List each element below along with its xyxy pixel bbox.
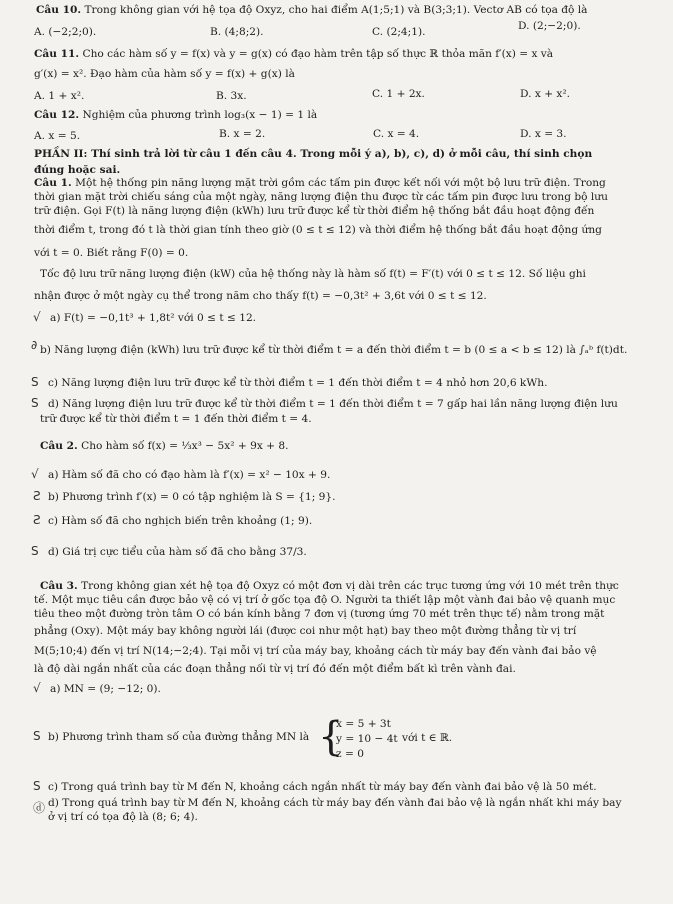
text-line-q10-c xyxy=(372,26,425,39)
text-line-c1-7 xyxy=(34,290,487,303)
question-text: g′(x) = x². Đạo hàm của hàm số y = f(x) + g(x) là xyxy=(34,68,295,80)
text-line-c1-4 xyxy=(34,224,602,237)
text-line-c3-c xyxy=(48,781,597,794)
text-line-c3-b xyxy=(48,731,309,744)
text-line-c3-a xyxy=(50,683,161,696)
question-text: phẳng (Oxy). Một máy bay không người lái (được coi như một hạt) bay theo một đường thẳng từ vị trí xyxy=(34,625,577,637)
handwritten-mark-mk-c2b: Ƨ xyxy=(33,489,41,503)
question-text: b) Năng lượng điện (kWh) lưu trữ được kể từ thời điểm t = a đến thời điểm t = b (0 ≤ a < b ≤ 12) là ∫ₐᵇ f(t)dt. xyxy=(40,344,628,356)
text-line-q12-b xyxy=(219,128,265,141)
question-text: c) Năng lượng điện lưu trữ được kể từ thời điểm t = 1 đến thời điểm t = 4 nhỏ hơn 20,6 kWh. xyxy=(48,377,548,389)
text-line-q11-a xyxy=(34,90,84,103)
text-line-c1-a xyxy=(50,312,256,325)
system-condition: với t ∈ ℝ. xyxy=(402,732,453,744)
system-eq-z: z = 0 xyxy=(336,748,364,760)
question-text: c) Trong quá trình bay từ M đến N, khoảng cách ngắn nhất từ máy bay đến vành đai bảo vệ là 50 mét. xyxy=(48,781,597,793)
question-text: PHẦN II: Thí sinh trả lời từ câu 1 đến câu 4. Trong mỗi ý a), b), c), d) ở mỗi câu, thí sinh chọn xyxy=(34,148,593,160)
question-text: A. 1 + x². xyxy=(34,90,85,102)
text-line-q11-stem xyxy=(34,48,553,61)
text-line-c1-1 xyxy=(34,177,606,190)
text-line-c1-d xyxy=(48,398,618,411)
question-text: b) Phương trình f′(x) = 0 có tập nghiệm là S = {1; 9}. xyxy=(48,491,336,503)
text-line-c3-1 xyxy=(40,580,619,593)
text-line-c1-2 xyxy=(34,191,608,204)
text-line-q10-a xyxy=(34,26,96,39)
question-text: A. x = 5. xyxy=(34,130,81,142)
question-text: tiêu theo một đường tròn tâm O có bán kính bằng 7 đơn vị (tương ứng 70 mét trên thực tế) nằm trong mặt xyxy=(34,608,605,620)
text-line-c3-d2 xyxy=(48,811,198,824)
text-line-part2-title xyxy=(34,148,592,161)
question-text: B. (4;8;2). xyxy=(210,26,264,38)
handwritten-mark-mk-c3a: √ xyxy=(33,681,41,695)
text-line-q10-d xyxy=(518,20,581,33)
text-line-part2-title2 xyxy=(34,164,120,177)
question-text: Trong không gian xét hệ tọa độ Oxyz có một đơn vị dài trên các trục tương ứng với 10 mét trên thực xyxy=(77,580,619,592)
question-number: Câu 11. xyxy=(34,48,80,60)
text-line-c3-d xyxy=(48,797,621,810)
question-number: Câu 1. xyxy=(34,177,72,189)
question-text: C. (2;4;1). xyxy=(372,26,426,38)
question-text: d) Giá trị cực tiểu của hàm số đã cho bằng 37/3. xyxy=(48,546,307,558)
question-text: b) Phương trình tham số của đường thẳng MN là xyxy=(48,731,310,743)
question-text: a) MN = (9; −12; 0). xyxy=(50,683,161,695)
question-text: Cho các hàm số y = f(x) và y = g(x) có đạo hàm trên tập số thực ℝ thỏa mãn f′(x) = x và xyxy=(79,48,554,60)
question-text: Trong không gian với hệ tọa độ Oxyz, cho hai điểm A(1;5;1) và B(3;3;1). Vectơ AB có tọa độ là xyxy=(81,4,588,16)
question-text: M(5;10;4) đến vị trí N(14;−2;4). Tại mỗi vị trí của máy bay, khoảng cách từ máy bay đến vành đai bảo vệ xyxy=(34,645,597,657)
question-text: tế. Một mục tiêu cần được bảo vệ có vị trí ở gốc tọa độ O. Người ta thiết lập một vành đai bảo vệ quanh mục xyxy=(34,594,616,606)
question-text: d) Trong quá trình bay từ M đến N, khoảng cách từ máy bay đến vành đai bảo vệ là ngắn nhất khi máy bay xyxy=(48,797,622,809)
question-text: thời gian mặt trời chiếu sáng của một ngày, năng lượng điện thu được từ các tấm pin được lưu trong bộ lưu xyxy=(34,191,608,203)
handwritten-mark-mk-c1a: √ xyxy=(33,310,41,324)
text-line-q11-b xyxy=(216,90,247,103)
question-number: Câu 12. xyxy=(34,109,80,121)
text-line-c3-6 xyxy=(34,663,516,676)
text-line-q10-b xyxy=(210,26,264,39)
handwritten-mark-mk-c2c: Ƨ xyxy=(33,513,41,527)
handwritten-mark-mk-c1d: S xyxy=(31,396,39,410)
text-line-c1-d2 xyxy=(40,413,312,426)
question-text: B. 3x. xyxy=(216,90,247,102)
text-line-c3-3 xyxy=(34,608,604,621)
handwritten-mark-mk-c2a: √ xyxy=(31,467,39,481)
parametric-system xyxy=(336,717,398,762)
question-text: đúng hoặc sai. xyxy=(34,164,121,176)
text-line-q11-d xyxy=(520,88,570,101)
text-line-c2-c xyxy=(48,515,312,528)
handwritten-mark-mk-c1c: S xyxy=(31,375,39,389)
question-text: ở vị trí có tọa độ là (8; 6; 4). xyxy=(48,811,198,823)
text-line-c2-b xyxy=(48,491,336,504)
question-text: C. x = 4. xyxy=(373,128,420,140)
text-line-q12-stem xyxy=(34,109,317,122)
handwritten-mark-mk-c3c: S xyxy=(33,779,41,793)
text-line-c1-6 xyxy=(40,268,586,281)
system-brace: { xyxy=(318,714,344,760)
question-text: trữ điện. Gọi F(t) là năng lượng điện (kWh) lưu trữ được kể từ thời điểm hệ thống bắt đầu hoạt động đến xyxy=(34,205,595,217)
text-line-c2-d xyxy=(48,546,307,559)
handwritten-mark-mk-c3b: S xyxy=(33,729,41,743)
question-text: Tốc độ lưu trữ năng lượng điện (kW) của hệ thống này là hàm số f(t) = F′(t) với 0 ≤ t ≤ 12. Số liệu ghi xyxy=(40,268,586,280)
handwritten-mark-mk-c1b: ∂ xyxy=(31,338,38,352)
question-text: là độ dài ngắn nhất của các đoạn thẳng nối từ vị trí đó đến một điểm bất kì trên vành đai. xyxy=(34,663,516,675)
question-text: trữ được kể từ thời điểm t = 1 đến thời điểm t = 4. xyxy=(40,413,312,425)
question-text: D. (2;−2;0). xyxy=(518,20,581,32)
text-line-c2-a xyxy=(48,469,330,482)
system-eq-x: x = 5 + 3t xyxy=(336,718,391,730)
question-text: a) Hàm số đã cho có đạo hàm là f′(x) = x² − 10x + 9. xyxy=(48,469,331,481)
question-text: c) Hàm số đã cho nghịch biến trên khoảng (1; 9). xyxy=(48,515,313,527)
text-line-c1-b xyxy=(40,344,627,357)
question-text: B. x = 2. xyxy=(219,128,266,140)
question-text: Một hệ thống pin năng lượng mặt trời gồm các tấm pin được kết nối với một bộ lưu trữ điện. Trong xyxy=(71,177,606,189)
text-line-c2-stem xyxy=(40,440,289,453)
question-text: a) F(t) = −0,1t³ + 1,8t² với 0 ≤ t ≤ 12. xyxy=(50,312,257,324)
handwritten-mark-mk-c2d: S xyxy=(31,544,39,558)
text-line-c1-3 xyxy=(34,205,594,218)
question-number: Câu 2. xyxy=(40,440,78,452)
question-text: D. x + x². xyxy=(520,88,571,100)
question-text: D. x = 3. xyxy=(520,128,567,140)
handwritten-mark-mk-c3d: ⓓ xyxy=(33,801,46,815)
question-number: Câu 3. xyxy=(40,580,78,592)
text-line-c1-c xyxy=(48,377,547,390)
question-text: Nghiệm của phương trình log₃(x − 1) = 1 là xyxy=(79,109,318,121)
question-text: thời điểm t, trong đó t là thời gian tính theo giờ (0 ≤ t ≤ 12) và thời điểm hệ thống bắt đầu hoạt động ứng xyxy=(34,224,602,236)
text-line-q10-stem xyxy=(36,4,588,17)
question-number: Câu 10. xyxy=(36,4,82,16)
text-line-q11-c xyxy=(372,88,425,101)
question-text: Cho hàm số f(x) = ⅓x³ − 5x² + 9x + 8. xyxy=(77,440,289,452)
text-line-c1-5 xyxy=(34,247,188,260)
text-line-q12-c xyxy=(373,128,419,141)
question-text: C. 1 + 2x. xyxy=(372,88,425,100)
text-line-c3-2 xyxy=(34,594,615,607)
text-line-q12-a xyxy=(34,130,80,143)
question-text: A. (−2;2;0). xyxy=(34,26,97,38)
question-text: d) Năng lượng điện lưu trữ được kể từ thời điểm t = 1 đến thời điểm t = 7 gấp hai lần năng lượng điện lưu xyxy=(48,398,618,410)
text-line-c3-4 xyxy=(34,625,576,638)
text-line-c3-5 xyxy=(34,645,597,658)
text-line-q12-d xyxy=(520,128,567,141)
question-text: nhận được ở một ngày cụ thể trong năm cho thấy f(t) = −0,3t² + 3,6t với 0 ≤ t ≤ 12. xyxy=(34,290,487,302)
system-eq-y: y = 10 − 4t xyxy=(336,733,398,745)
text-line-q11-stem2 xyxy=(34,68,295,81)
question-text: với t = 0. Biết rằng F(0) = 0. xyxy=(34,247,189,259)
